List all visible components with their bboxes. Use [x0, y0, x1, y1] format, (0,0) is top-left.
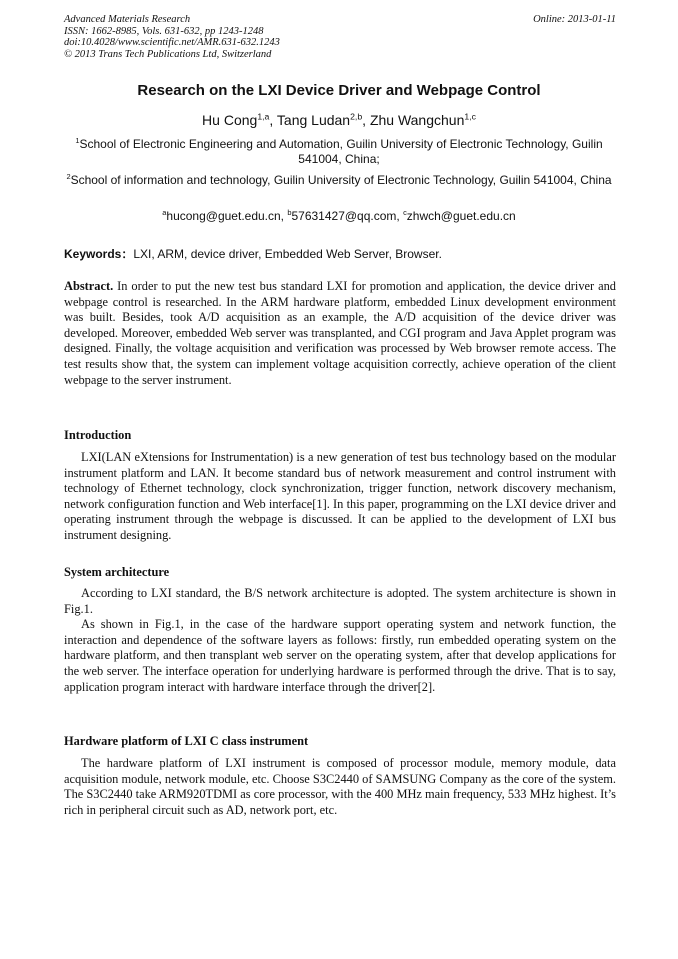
keywords-label: Keywords：: [64, 247, 134, 261]
abstract-text: In order to put the new test bus standard LXI for promotion and application, the device driver and webpage control is researched. In the ARM hardware platform, embedded Linux development environment was built. Besides, took A/D acquisition as an example, the A/D acquisition of the device driver was developed. Moreover, embedded Web server was transplanted, and CGI program and Java Applet program was designed. Finally, the voltage acquisition and verification was processed by Web browser remote access. The test results show that, the system can implement voltage acquisition correctly, achieve operation of the client webpage to the server instrument.: [64, 279, 616, 387]
online-date: Online: 2013-01-11: [533, 14, 616, 25]
section-heading-system-architecture: System architecture: [64, 565, 170, 579]
author: Hu Cong$^{1,a}$,: [202, 111, 277, 128]
hardware-platform-body: [64, 756, 616, 818]
issn-line: ISSN: 1662-8985, Vols. 631-632, pp 1243-1248: [64, 25, 264, 37]
paragraph: According to LXI standard, the B/S network architecture is adopted. The system architecture is shown in Fig.1.: [64, 586, 616, 616]
author: Zhu Wangchun$^{1,c}$: [369, 111, 476, 128]
introduction-body: [64, 450, 616, 544]
paragraph: LXI(LAN eXtensions for Instrumentation) is a new generation of test bus technology based on the modular instrument platform and LAN. It become standard bus of network measurement and control instrument with technology of Ethernet technology, clock synchronization, trigger function, network discovery mechanism, network configuration function and Web interface[1]. In this paper, programming on the LXI device driver and operating instrument through the webpage is discussed. It can be applied to the development of LXI bus instrument designing.: [64, 450, 616, 542]
doi-line: doi:10.4028/www.scientific.net/AMR.631-632.1243: [64, 37, 280, 48]
author-list: [0, 112, 678, 128]
copyright-line: © 2013 Trans Tech Publications Ltd, Switzerland: [64, 48, 272, 60]
journal-name: Advanced Materials Research: [64, 14, 191, 25]
paper-title: Research on the LXI Device Driver and Webpage Control: [137, 82, 541, 99]
section-heading-introduction: Introduction: [64, 428, 132, 442]
affiliation-1: $^1$School of Electronic Engineering and Automation, Guilin University of Electronic Technology, Guilin 541004, China;: [75, 136, 603, 166]
abstract-label: Abstract.: [64, 279, 114, 293]
paragraph: The hardware platform of LXI instrument is composed of processor module, memory module, data acquisition module, network module, etc. Choose S3C2440 of SAMSUNG Company as the core of the system. The S3C2440 take ARM920TDMI as core processor, with the 400 MHz main frequency, 533 MHz highest. It’s rich in peripheral circuit such as AD, network port, etc.: [64, 756, 616, 817]
journal-header: [64, 14, 616, 60]
author: Tang Ludan$^{2,b}$,: [276, 111, 370, 128]
paragraph: As shown in Fig.1, in the case of the hardware support operating system and network function, the interaction and dependence of the software layers as follows: firstly, run embedded operating system on the hardware platform, and then transplant web server on the operating system, after that develop applications for the web server. The interface operation for underlying hardware is performed through the drive. That is to say, application program interact with hardware interface through the driver[2].: [64, 617, 616, 694]
abstract: [64, 279, 616, 388]
keywords: [64, 245, 616, 262]
system-architecture-body: [64, 586, 616, 695]
section-heading-hardware-platform: Hardware platform of LXI C class instrument: [64, 734, 309, 748]
author-emails: $^a$hucong@guet.edu.cn, $^b$57631427@qq.com, $^c$zhwch@guet.edu.cn: [162, 208, 516, 223]
keywords-text: LXI, ARM, device driver, Embedded Web Server, Browser.: [133, 247, 442, 261]
affiliation-2: $^2$School of information and technology, Guilin University of Electronic Technology, Guilin 541004, China: [66, 172, 612, 187]
